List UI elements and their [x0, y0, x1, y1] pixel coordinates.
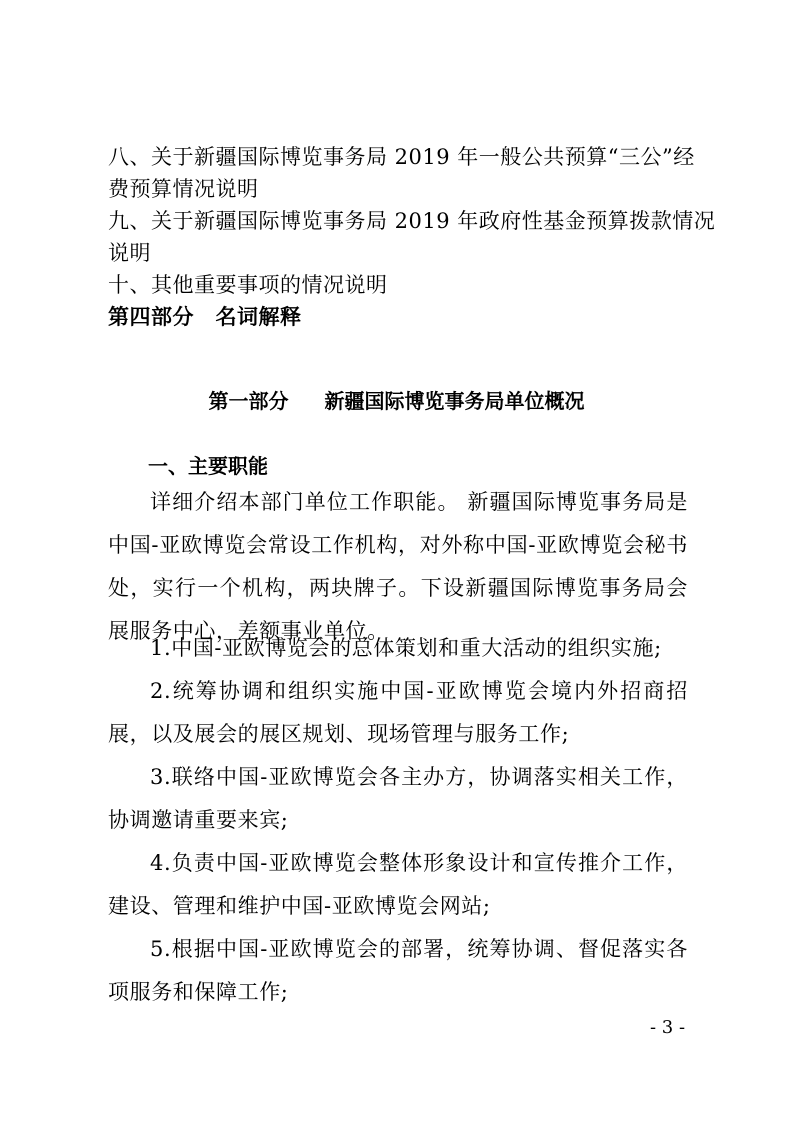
- section-title-part: 第一部分: [208, 389, 289, 413]
- page-number: - 3 -: [650, 1017, 686, 1038]
- section-subheading: 一、主要职能: [148, 454, 268, 478]
- duty-item-2: 2.统筹协调和组织实施中国-亚欧博览会境内外招商招展，以及展会的展区规划、现场管理与服务工作;: [108, 679, 688, 746]
- toc-item-9-line-1: 九、关于新疆国际博览事务局 2019 年政府性基金预算拨款情况: [108, 209, 716, 233]
- duty-item-1: 1.中国-亚欧博览会的总体策划和重大活动的组织实施;: [150, 636, 662, 660]
- toc-item-10: 十、其他重要事项的情况说明: [108, 273, 388, 297]
- toc-item-9-line-2: 说明: [108, 241, 151, 265]
- toc-item-8-line-1: 八、关于新疆国际博览事务局 2019 年一般公共预算“三公”经: [108, 145, 695, 169]
- intro-paragraph: 详细介绍本部门单位工作职能。 新疆国际博览事务局是中国-亚欧博览会常设工作机构，对外称中国-亚欧博览会秘书处，实行一个机构，两块牌子。下设新疆国际博览事务局会展服务中心，差额事业单位。: [108, 490, 688, 643]
- duty-item-3: 3.联络中国-亚欧博览会各主办方，协调落实相关工作，协调邀请重要来宾;: [108, 765, 688, 832]
- toc-item-8-line-2: 费预算情况说明: [108, 177, 259, 201]
- toc-part-4-heading: 第四部分 名词解释: [108, 305, 302, 329]
- section-title: [0, 387, 793, 415]
- duty-item-5: 5.根据中国-亚欧博览会的部署，统筹协调、督促落实各项服务和保障工作;: [108, 937, 688, 1004]
- duty-item-4: 4.负责中国-亚欧博览会整体形象设计和宣传推介工作，建设、管理和维护中国-亚欧博览会网站;: [108, 851, 688, 918]
- section-title-name: 新疆国际博览事务局单位概况: [324, 389, 585, 413]
